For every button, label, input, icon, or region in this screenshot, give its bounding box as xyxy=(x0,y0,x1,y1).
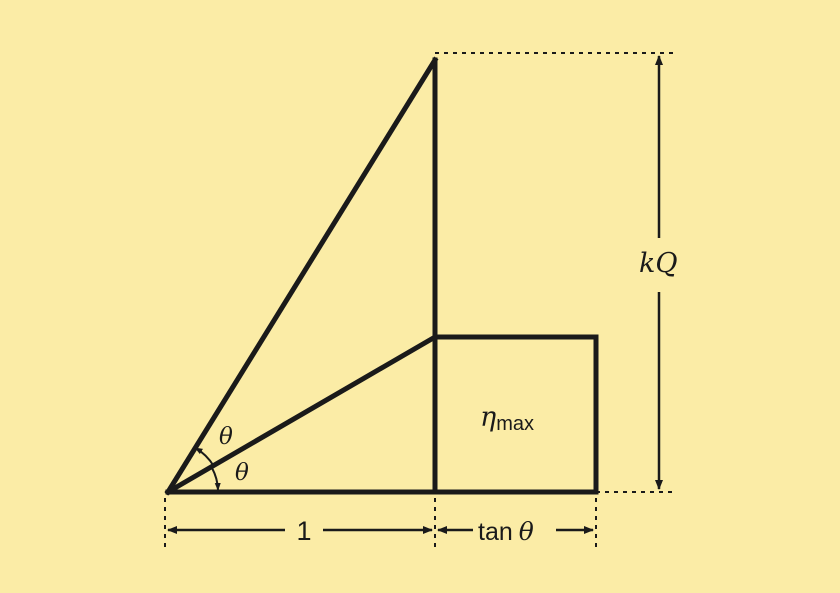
eta-subscript: max xyxy=(496,413,534,435)
hypotenuse-steep xyxy=(168,60,435,492)
base-tan-theta: θ xyxy=(518,517,534,546)
angle-arc-upper xyxy=(195,448,213,466)
eta-max-label xyxy=(480,402,534,435)
eta-symbol: η xyxy=(480,402,497,433)
height-label-k: k xyxy=(639,248,656,279)
height-label xyxy=(639,248,678,279)
base-tan-label xyxy=(478,517,534,546)
base-one-label: 1 xyxy=(296,516,312,546)
hypotenuse-shallow xyxy=(168,337,435,492)
height-label-q: Q xyxy=(655,248,678,279)
angle-label-lower: θ xyxy=(235,460,249,486)
angle-arc-lower xyxy=(212,468,218,490)
angle-label-upper: θ xyxy=(219,424,233,450)
base-tan-text: tan xyxy=(478,518,513,546)
